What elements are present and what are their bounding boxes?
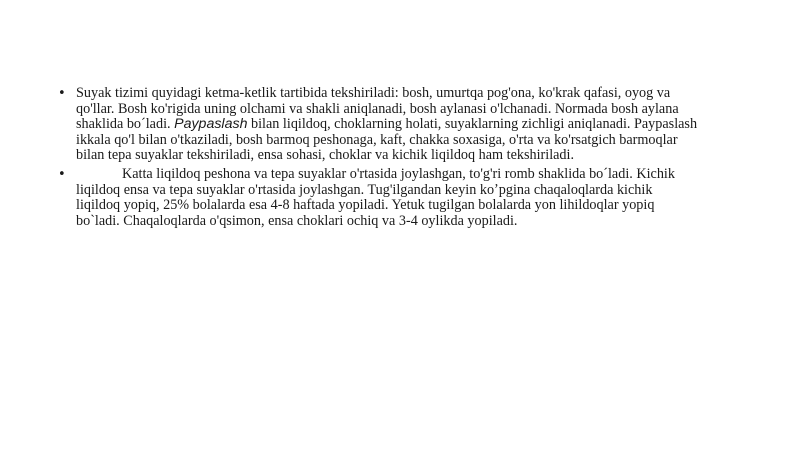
- bullet-list: [58, 86, 698, 232]
- bullet-dot-icon: •: [58, 86, 66, 101]
- bullet-dot-icon: •: [58, 166, 66, 182]
- bullet-text-part: bilan liqildoq, choklarning holati, suyaklarning zichligi aniqlanadi. Paypaslash ikkala qo'l bilan o'tkaziladi, bosh barmoq peshonaga, kaft, chakka soxasiga, o'rta va ko'rsatgich barmoqlar bilan tepa suyaklar tekshiriladi, ensa sohasi, choklar va kichik liqildoq ham tekshiriladi.: [76, 116, 698, 164]
- bullet-emphasis: Paypaslash: [174, 116, 248, 133]
- bullet-item-fontanelles: [58, 167, 698, 229]
- bullet-text: Katta liqildoq peshona va tepa suyaklar o'rtasida joylashgan, to'g'ri romb shaklida bo´ladi. Kichik liqildoq ensa va tepa suyaklar o'rtasida joylashgan. Tug'ilgandan keyin koʼpgina chaqaloqlarda kichik liqildoq yopiq, 25% bolalarda esa 4-8 haftada yopiladi. Yetuk tugilgan bolalarda yon lihildoqlar yopiq bo`ladi. Chaqaloqlarda o'qsimon, ensa choklari ochiq va 3-4 oylikda yopiladi.: [76, 165, 675, 229]
- bullet-text-part: Suyak tizimi quyidagi ketma-ketlik tartibida tekshiriladi: bosh, umurtqa pog'ona, ko'krak qafasi, oyog va qo'llar. Bosh ko'rigida uning olchami va shakli aniqlanadi, bosh aylanasi o'lchanadi. Normada bosh aylana shaklida bo´ladi.: [76, 85, 679, 133]
- bullet-item-skeletal-exam: [58, 86, 698, 164]
